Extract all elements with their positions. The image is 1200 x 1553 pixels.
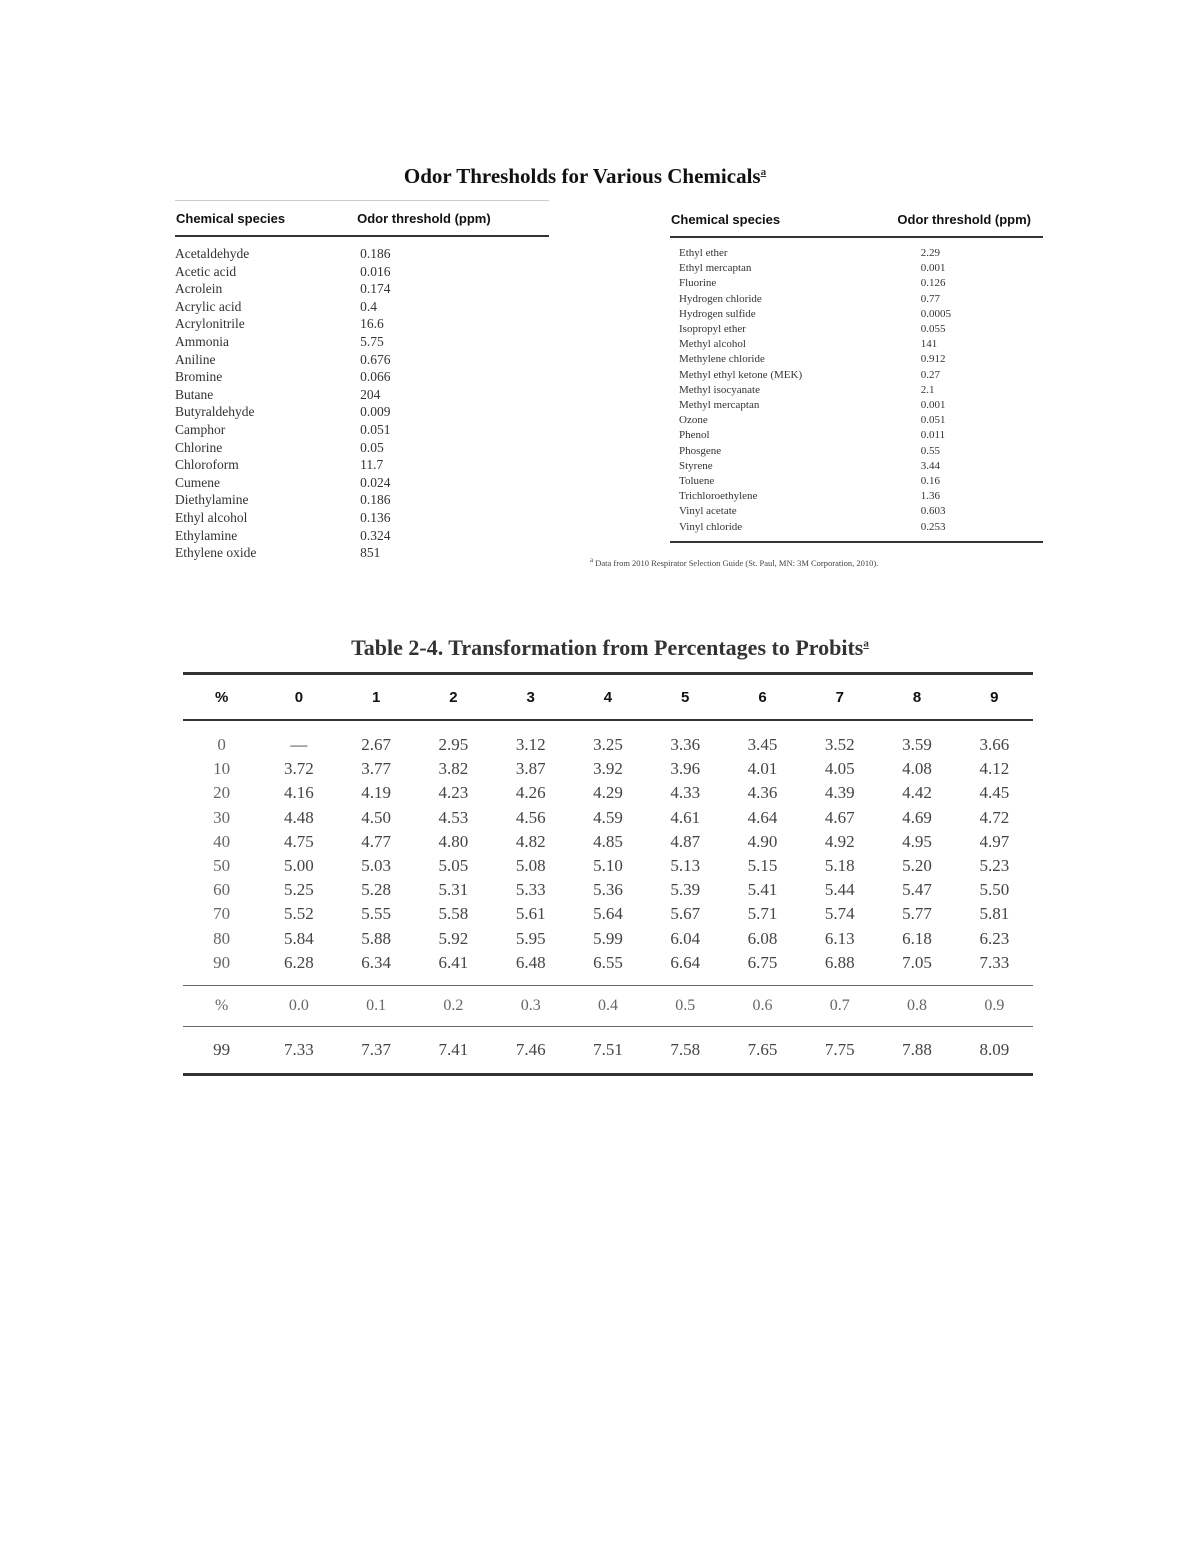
odor-threshold-value: 851 [360,545,381,561]
probit-cell: 4.77 [361,831,392,851]
odor-right-row [670,237,1043,261]
probit-header-col: 2 [415,674,492,721]
chemical-name: Phosgene [679,444,722,457]
probit-cell: 4.72 [979,807,1010,827]
probit-cell: 5.92 [438,928,469,948]
probit-row [183,854,1033,878]
odor-left-row [175,403,549,421]
odor-left-row [175,421,549,439]
probit-subheader-col: 0.0 [260,986,337,1027]
probit-header-col: 1 [338,674,415,721]
odor-threshold-value: 0.324 [360,527,391,543]
odor-right-row [670,352,1043,367]
odor-left-row [175,439,549,457]
probit-cell: 4.87 [670,831,701,851]
probit-subheader-col: 0.5 [647,986,724,1027]
odor-title-note[interactable]: a [760,166,767,178]
probit-header-col: 6 [724,674,801,721]
probit-cell: 4.05 [824,759,855,779]
odor-table-left [175,200,549,562]
probit-cell: 4.12 [979,759,1010,779]
probit-cell: 3.92 [593,759,623,779]
probit-cell: 3.82 [438,759,469,779]
probit-cell: 4.23 [438,783,469,803]
odor-threshold-value: 141 [920,338,938,351]
probit-cell: 8.09 [956,1027,1033,1075]
chemical-name: Ethyl ether [679,247,728,259]
chemical-name: Toluene [679,475,715,488]
probit-cell: 4.59 [593,807,623,827]
chemical-name: Trichloroethylene [679,490,758,503]
odor-right-row [670,383,1043,398]
odor-threshold-value: 0.066 [360,369,391,385]
probit-cell: 4.19 [361,783,392,803]
odor-threshold-value: 0.186 [360,246,391,261]
probit-row-percent: 70 [213,904,231,924]
probit-cell: 5.71 [747,904,778,924]
chemical-name: Hydrogen chloride [679,292,762,305]
probit-cell: 4.75 [284,831,314,851]
odor-threshold-value: 2.1 [920,383,935,396]
odor-threshold-value: 0.001 [920,262,946,275]
probit-cell: 5.77 [902,904,932,924]
odor-threshold-value: 0.16 [920,475,941,488]
probit-cell: 7.58 [647,1027,724,1075]
odor-threshold-value: 0.05 [360,439,384,455]
chemical-name: Methyl ethyl ketone (MEK) [679,368,803,381]
probit-row-percent: 10 [213,759,231,779]
odor-threshold-value: 0.253 [847,520,1043,542]
probit-cell: 4.48 [284,807,314,827]
probit-cell: 6.88 [801,951,878,986]
odor-left-row [175,315,549,333]
probit-cell: 4.26 [515,783,546,803]
odor-footnote-text: Data from 2010 Respirator Selection Guide (St. Paul, MN: 3M Corporation, 2010). [595,557,879,568]
probit-title-note[interactable]: a [863,637,869,650]
probit-cell: 5.05 [438,856,469,876]
probit-cell: 3.72 [284,759,314,779]
chemical-name: Chlorine [175,439,223,455]
odor-left-row [175,527,549,545]
probit-cell: 5.23 [979,856,1010,876]
odor-footnote [590,556,878,568]
probit-cell: 6.75 [724,951,801,986]
probit-cell: 3.36 [670,735,701,754]
chemical-name: Acrylonitrile [175,316,245,332]
probit-subheader-col: 0.8 [878,986,955,1027]
chemical-name: Camphor [175,421,226,437]
odor-threshold-value: 0.186 [360,492,391,508]
probit-row-percent: 80 [213,928,231,948]
probit-cell: 3.25 [593,735,623,754]
odor-left-row [175,236,549,263]
odor-left-header-threshold: Odor threshold (ppm) [324,201,549,237]
probit-cell: 4.82 [515,831,546,851]
probit-row [183,830,1033,854]
probit-cell: 4.50 [361,807,392,827]
probit-cell: 5.28 [361,880,392,900]
odor-threshold-value: 204 [360,386,381,402]
chemical-name: Ethylene oxide [175,545,257,561]
odor-threshold-value: 0.0005 [920,307,952,320]
odor-left-row [175,456,549,474]
probit-cell: 7.46 [492,1027,569,1075]
probit-cell: 3.96 [670,759,701,779]
probit-cell: 5.33 [515,880,546,900]
odor-right-row [670,489,1043,504]
odor-threshold-value: 0.011 [920,429,946,442]
probit-cell: 7.75 [801,1027,878,1075]
probit-cell: 4.16 [284,783,314,803]
probit-cell: 5.74 [824,904,855,924]
probit-cell: 4.45 [979,783,1010,803]
odor-left-row [175,386,549,404]
probit-cell: 5.39 [670,880,701,900]
probit-cell: 5.58 [438,904,469,924]
probit-cell: 4.61 [670,807,701,827]
probit-cell: 3.12 [515,735,546,754]
probit-cell: 4.80 [438,831,469,851]
odor-threshold-value: 2.29 [920,247,941,259]
probit-row-percent: 99 [183,1027,260,1075]
odor-left-header-row [175,201,549,237]
probit-cell: 5.55 [361,904,392,924]
probit-row [183,878,1033,902]
probit-cell: 4.85 [593,831,623,851]
probit-cell: 5.36 [593,880,623,900]
chemical-name: Methyl alcohol [679,338,746,351]
odor-right-row [670,337,1043,352]
probit-cell: 3.87 [515,759,546,779]
probit-cell: 4.95 [902,831,932,851]
odor-threshold-value: 0.4 [360,298,377,314]
probit-cell: — [290,735,308,754]
odor-right-row [670,459,1043,474]
chemical-name: Hydrogen sulfide [679,307,756,320]
chemical-name: Bromine [175,369,223,385]
chemical-name: Diethylamine [175,492,249,508]
probit-table [183,672,1033,1076]
odor-right-row [670,520,1043,542]
chemical-name: Styrene [679,459,713,472]
probit-cell: 4.69 [902,807,932,827]
odor-left-row [175,368,549,386]
odor-left-row [175,351,549,369]
probit-header-col: 7 [801,674,878,721]
probit-cell: 5.15 [747,856,778,876]
probit-cell: 6.41 [415,951,492,986]
odor-left-header-species: Chemical species [175,201,324,237]
chemical-name: Vinyl chloride [670,520,847,542]
probit-cell: 4.36 [747,783,778,803]
odor-threshold-value: 0.024 [360,474,391,490]
probit-cell: 7.41 [415,1027,492,1075]
odor-right-row [670,261,1043,276]
probit-cell: 5.47 [902,880,932,900]
probit-subheader-col: 0.4 [569,986,646,1027]
probit-title-text: Table 2-4. Transformation from Percentages to Probits [351,635,864,660]
odor-right-header-row [670,202,1043,237]
probit-cell: 4.92 [824,831,855,851]
probit-cell: 5.44 [824,880,855,900]
probit-row-percent: 20 [213,783,231,803]
probit-subheader-col: 0.3 [492,986,569,1027]
probit-row [183,951,1033,986]
odor-threshold-value: 1.36 [920,490,941,503]
odor-threshold-value: 0.136 [360,509,391,525]
probit-cell: 4.29 [593,783,623,803]
probit-row-percent: 30 [213,807,231,827]
chemical-name: Ethyl alcohol [175,509,248,525]
probit-cell: 6.64 [647,951,724,986]
probit-cell: 4.53 [438,807,469,827]
probit-cell: 7.88 [878,1027,955,1075]
probit-cell: 6.13 [824,928,855,948]
probit-cell: 6.55 [569,951,646,986]
probit-cell: 5.99 [593,928,623,948]
odor-title-text: Odor Thresholds for Various Chemicals [403,164,761,188]
probit-subheader-col: 0.1 [338,986,415,1027]
odor-left-row [175,474,549,492]
probit-cell: 5.50 [979,880,1010,900]
chemical-name: Acetaldehyde [175,246,250,261]
chemical-name: Vinyl acetate [679,505,737,518]
probit-cell: 5.95 [515,928,546,948]
odor-threshold-value: 0.55 [920,444,941,457]
odor-right-row [670,474,1043,489]
probit-header-col: 0 [260,674,337,721]
probit-cell: 3.59 [902,735,932,754]
probit-cell: 5.81 [979,904,1010,924]
odor-right-row [670,444,1043,459]
probit-cell: 5.00 [284,856,314,876]
odor-left-row [175,333,549,351]
probit-cell: 5.52 [284,904,314,924]
probit-cell: 6.34 [338,951,415,986]
probit-row [183,902,1033,926]
odor-table-title [0,164,1170,189]
probit-cell: 4.64 [747,807,778,827]
probit-cell: 4.42 [902,783,932,803]
odor-threshold-value: 0.051 [920,414,946,427]
probit-header-col: 8 [878,674,955,721]
odor-right-row [670,398,1043,413]
probit-row [183,927,1033,951]
odor-threshold-value: 0.603 [920,505,946,518]
odor-left-row [175,263,549,281]
probit-cell: 2.67 [361,735,392,754]
probit-cell: 6.28 [260,951,337,986]
probit-cell: 3.45 [747,735,778,754]
probit-cell: 7.33 [956,951,1033,986]
chemical-name: Isopropyl ether [679,323,746,336]
odor-threshold-value: 0.174 [360,281,391,297]
probit-cell: 6.18 [902,928,932,948]
odor-table-right [670,202,1043,543]
odor-left-row [175,509,549,527]
chemical-name: Methylene chloride [679,353,765,366]
odor-threshold-value: 0.77 [920,292,941,305]
probit-subheader-col: 0.7 [801,986,878,1027]
chemical-name: Butyraldehyde [175,404,255,420]
odor-threshold-value: 0.126 [920,277,946,290]
probit-cell: 7.33 [260,1027,337,1075]
probit-cell: 3.52 [824,735,855,754]
probit-cell: 6.48 [492,951,569,986]
chemical-name: Ammonia [175,333,229,349]
odor-threshold-value: 0.016 [360,263,391,279]
odor-threshold-value: 5.75 [360,333,384,349]
chemical-name: Ethylamine [175,527,238,543]
probit-cell: 4.39 [824,783,855,803]
probit-cell: 3.77 [361,759,392,779]
odor-threshold-value: 0.912 [920,353,946,366]
probit-cell: 6.08 [747,928,778,948]
probit-header-col: 3 [492,674,569,721]
odor-threshold-value: 16.6 [360,316,384,332]
probit-header-col: 4 [569,674,646,721]
odor-threshold-value: 0.055 [920,323,946,336]
probit-cell: 4.33 [670,783,701,803]
odor-right-row [670,322,1043,337]
odor-right-header-species: Chemical species [670,202,847,237]
probit-cell: 5.64 [593,904,623,924]
odor-threshold-value: 11.7 [360,457,384,473]
chemical-name: Methyl mercaptan [679,399,760,412]
probit-cell: 6.23 [979,928,1010,948]
probit-row-percent: 90 [183,951,260,986]
chemical-name: Ethyl mercaptan [679,262,752,275]
odor-right-body [670,237,1043,542]
probit-cell: 5.13 [670,856,701,876]
odor-threshold-value: 0.001 [920,399,946,412]
probit-subheader-row [183,986,1033,1027]
odor-left-row [175,298,549,316]
odor-right-header-threshold: Odor threshold (ppm) [847,202,1043,237]
odor-threshold-value: 0.676 [360,351,391,367]
odor-right-row [670,428,1043,443]
odor-threshold-value: 0.27 [920,368,941,381]
probit-cell: 5.31 [438,880,469,900]
chemical-name: Butane [175,386,214,402]
chemical-name: Fluorine [679,277,717,290]
probit-cell: 5.88 [361,928,392,948]
chemical-name: Methyl isocyanate [679,383,760,396]
probit-subheader-percent: % [183,986,260,1027]
probit-cell: 7.05 [878,951,955,986]
probit-row [183,806,1033,830]
probit-cell: 6.04 [670,928,701,948]
chemical-name: Ozone [679,414,708,427]
odor-right-row [670,504,1043,519]
chemical-name: Phenol [679,429,710,442]
chemical-name: Chloroform [175,457,239,473]
probit-cell: 4.08 [902,759,932,779]
odor-threshold-value: 0.051 [360,421,391,437]
chemical-name: Acetic acid [175,263,237,279]
probit-cell: 5.67 [670,904,701,924]
probit-cell: 7.37 [338,1027,415,1075]
probit-cell: 5.10 [593,856,623,876]
odor-right-row [670,413,1043,428]
probit-cell: 4.97 [979,831,1010,851]
odor-right-row [670,307,1043,322]
chemical-name: Acrylic acid [175,298,242,314]
odor-threshold-value: 3.44 [920,459,941,472]
chemical-name: Aniline [175,351,216,367]
probit-cell: 7.51 [569,1027,646,1075]
odor-footnote-mark: a [590,556,594,564]
chemical-name: Cumene [175,474,220,490]
probit-cell: 4.01 [747,759,778,779]
odor-threshold-value: 0.009 [360,404,391,420]
probit-subheader-col: 0.6 [724,986,801,1027]
probit-subheader-col: 0.9 [956,986,1033,1027]
probit-row-percent: 60 [213,880,231,900]
probit-cell: 7.65 [724,1027,801,1075]
probit-cell: 5.08 [515,856,546,876]
probit-header-percent: % [183,674,260,721]
probit-cell: 2.95 [438,735,469,754]
probit-header-col: 9 [956,674,1033,721]
probit-body [183,720,1033,1075]
probit-header-row [183,674,1033,721]
probit-row-percent: 0 [217,735,226,754]
probit-subheader-col: 0.2 [415,986,492,1027]
odor-left-body [175,236,549,562]
odor-right-row [670,276,1043,291]
probit-cell: 5.18 [824,856,855,876]
probit-cell: 3.66 [979,735,1010,754]
probit-table-title [0,635,1200,661]
probit-row [183,781,1033,805]
probit-cell: 5.25 [284,880,314,900]
odor-left-row [175,491,549,509]
probit-cell: 5.20 [902,856,932,876]
odor-left-row [175,280,549,298]
probit-row-percent: 40 [213,831,231,851]
probit-cell: 5.61 [515,904,546,924]
probit-row-99 [183,1027,1033,1075]
probit-cell: 5.84 [284,928,314,948]
probit-header-col: 5 [647,674,724,721]
probit-cell: 4.67 [824,807,855,827]
odor-left-row [175,544,549,562]
probit-cell: 4.90 [747,831,778,851]
probit-row-percent: 50 [213,856,231,876]
probit-cell: 4.56 [515,807,546,827]
probit-cell: 5.03 [361,856,392,876]
probit-row [183,757,1033,781]
odor-right-row [670,292,1043,307]
chemical-name: Acrolein [175,281,223,297]
probit-row [183,720,1033,757]
probit-cell: 5.41 [747,880,778,900]
odor-right-row [670,368,1043,383]
